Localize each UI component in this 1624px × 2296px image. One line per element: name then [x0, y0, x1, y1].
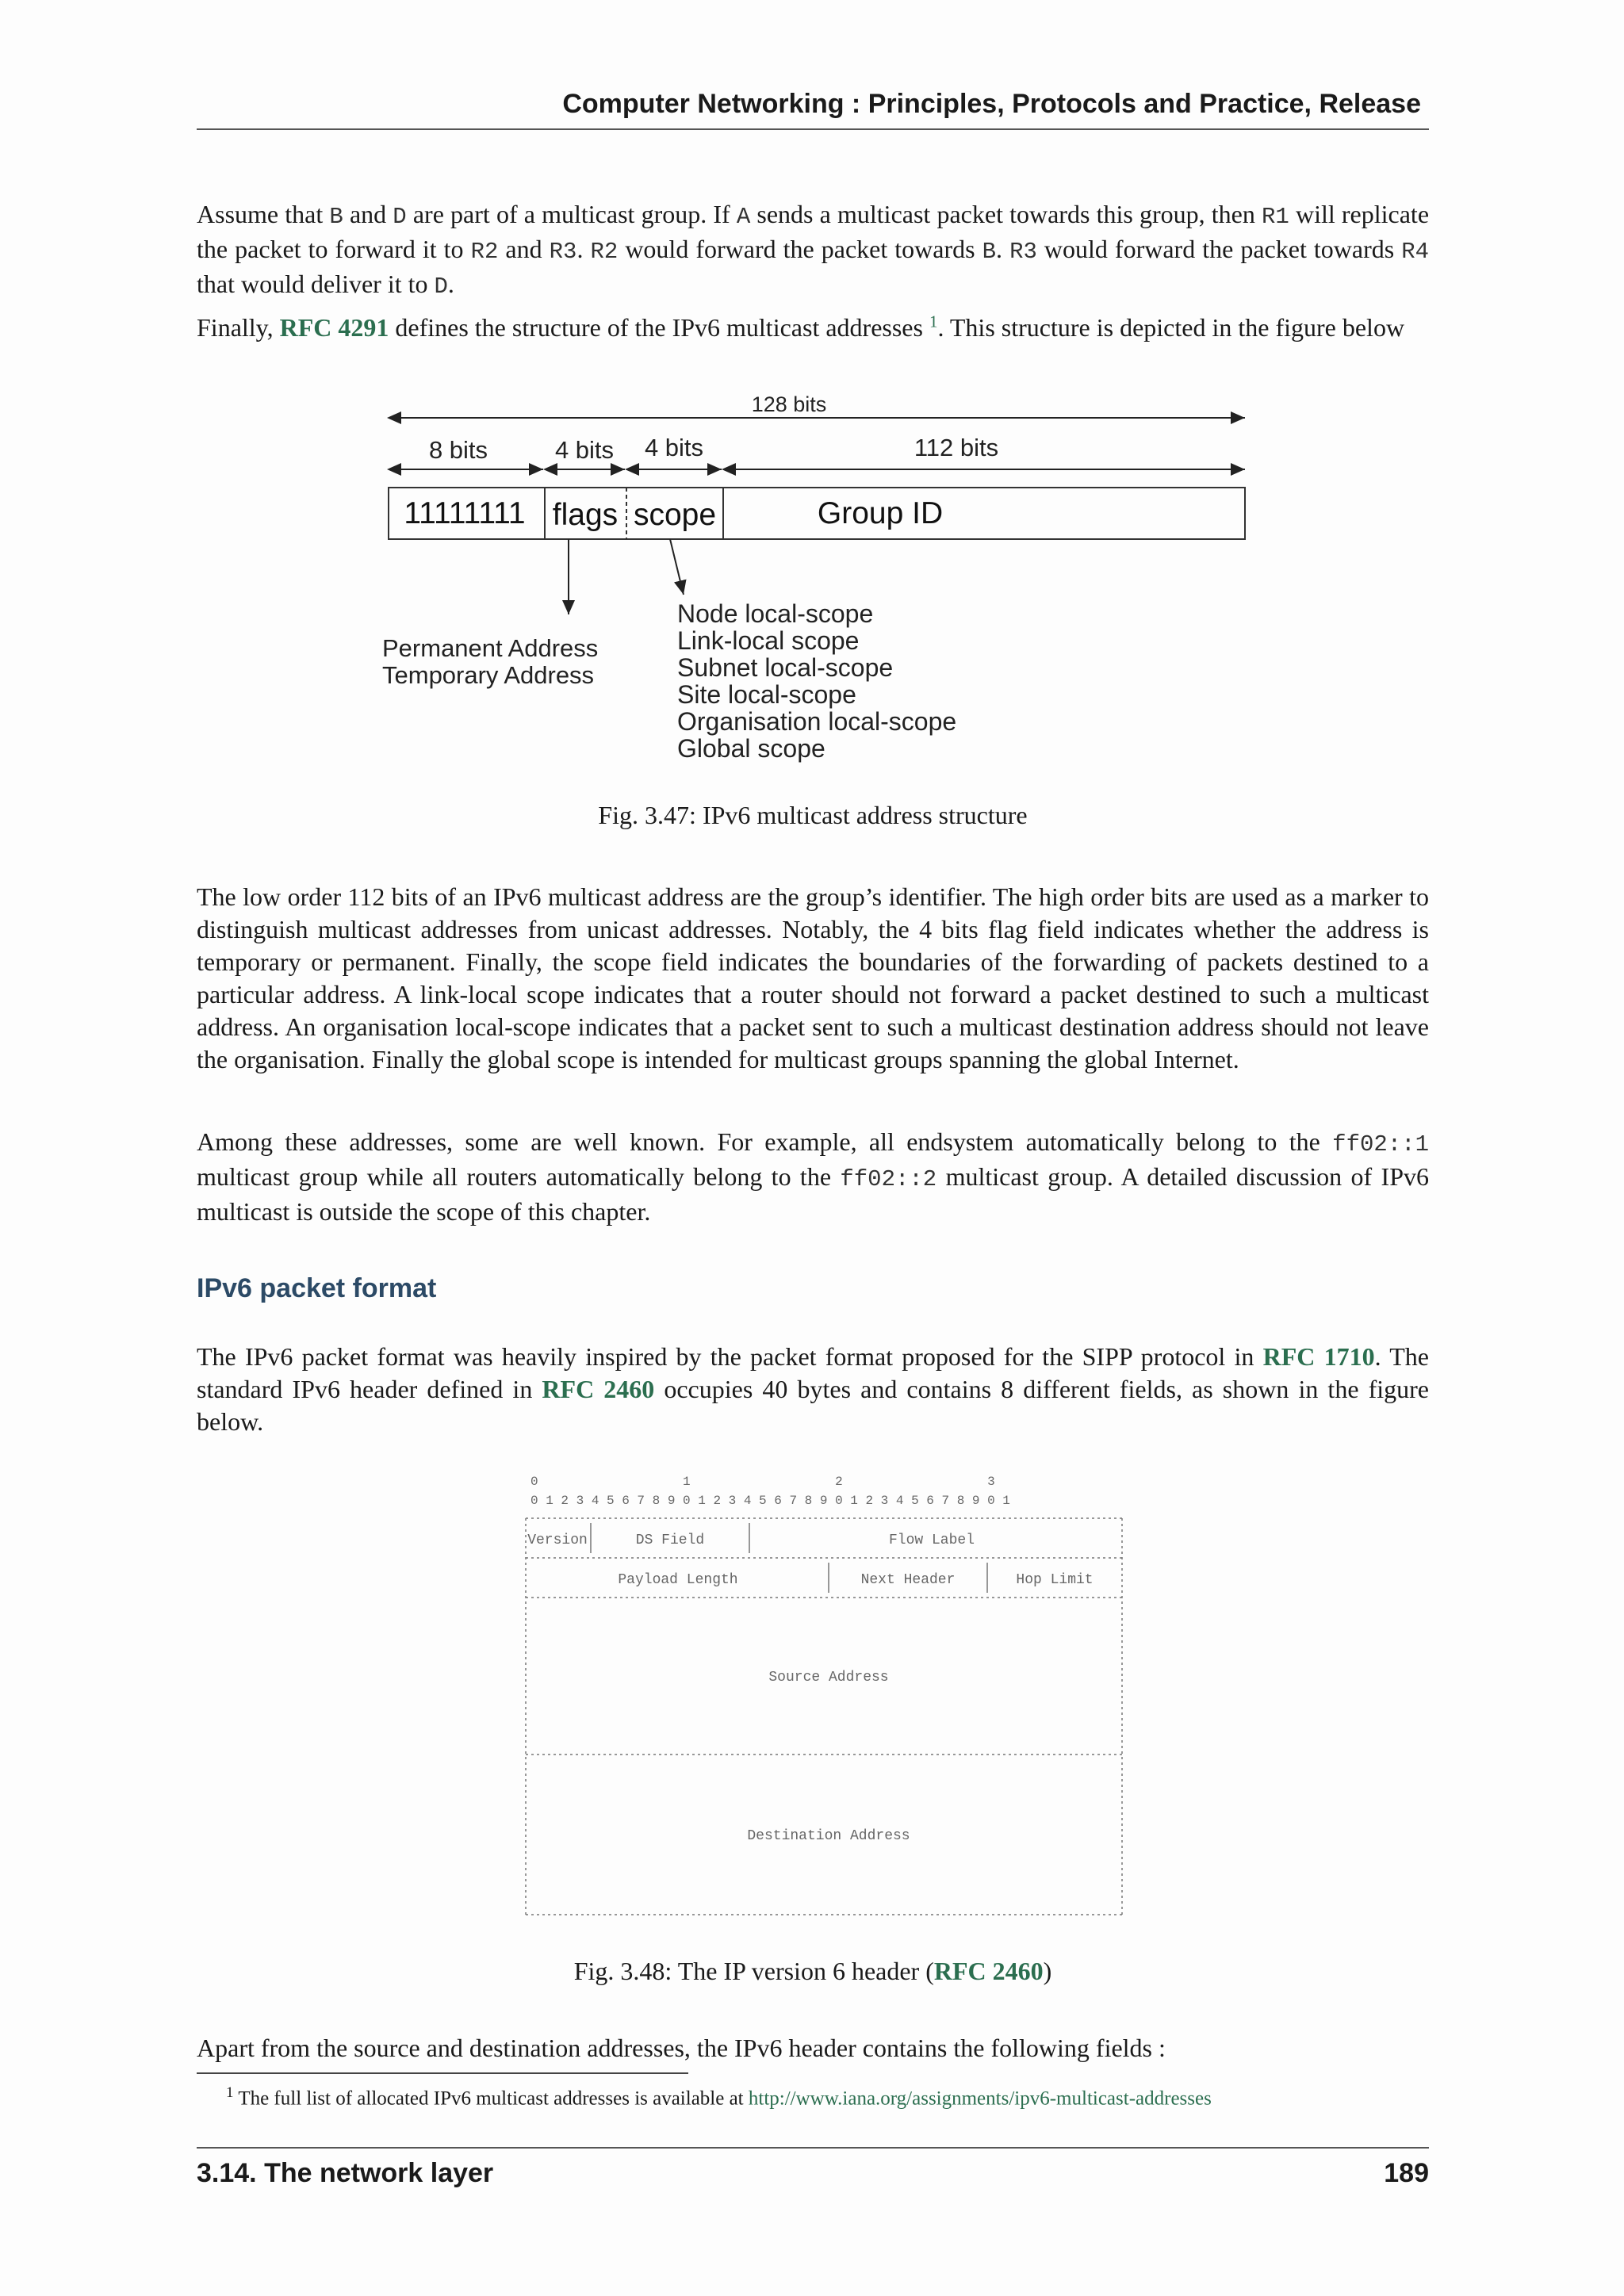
page-number: 189 — [1384, 2158, 1429, 2188]
running-footer — [197, 2147, 1429, 2188]
total-bits-label: 128 bits — [751, 392, 827, 416]
field-payload-length: Payload Length — [618, 1572, 738, 1588]
footnote-mark: 1 — [226, 2084, 234, 2101]
paragraph-fields-intro: Apart from the source and destination addresses, the IPv6 header contains the following fields : — [197, 2034, 1166, 2062]
seg4-bits-label: 112 bits — [914, 434, 999, 461]
paragraph-multicast-example: Assume that B and D are part of a multicast group. If A sends a multicast packet towards this group, then R1 will replicate the packet to forward it to R2 and R3. R2 would forward the packet towards B. R3 would forward the packet towards R4 that would deliver it to D. — [197, 200, 1430, 300]
section-heading: IPv6 packet format — [197, 1273, 437, 1303]
field-hop-limit: Hop Limit — [1016, 1572, 1094, 1588]
running-header — [197, 89, 1429, 130]
paragraph-multicast-fields: The low order 112 bits of an IPv6 multicast address are the group’s identifier. The high order bits are used as a marker to distinguish multicast addresses from unicast addresses. Notably, the 4 bits flag field indicates whether the address is temporary or permanent. Finally, the scope field indicates the boundaries of the forwarding of packets destined to a particular address. A link-local scope indicates that a router should not forward a packet destined to such a multicast address. An organisation local-scope indicates that a packet sent to such a multicast destination address should not leave the organisation. Finally the global scope is intended for multicast groups spanning the global Internet. — [197, 882, 1429, 1073]
multicast-address-diagram — [373, 392, 1261, 773]
scope-arrow — [670, 539, 684, 595]
scope-value: Subnet local-scope — [677, 653, 894, 682]
rfc-2460-caption-link[interactable]: RFC 2460 — [933, 1957, 1044, 1985]
scope-value: Link-local scope — [677, 626, 860, 655]
seg3-bits-label: 4 bits — [644, 434, 704, 461]
flags-value: Permanent Address — [382, 634, 599, 662]
seg1-bits-label: 8 bits — [428, 436, 488, 464]
flags-value: Temporary Address — [382, 661, 595, 689]
paragraph-ipv6-format: The IPv6 packet format was heavily inspired by the packet format proposed for the SIPP protocol in RFC 1710. The standard IPv6 header defined in RFC 2460 occupies 40 bytes and contains 8 different fields, as shown in the figure below. — [197, 1342, 1430, 1436]
footnote-ref[interactable]: 1 — [929, 312, 938, 331]
figure-caption-3-48: Fig. 3.48: The IP version 6 header (RFC 2460) — [573, 1957, 1052, 1985]
scope-value: Node local-scope — [677, 599, 874, 628]
field-destination-address: Destination Address — [747, 1828, 910, 1844]
field-version: Version — [527, 1533, 588, 1548]
scope-value: Organisation local-scope — [677, 707, 957, 736]
footnote: $^1$ The full list of allocated IPv6 multicast addresses is available at http://www.iana.org/assignments/ipv6-multicast-addresses — [226, 2084, 1212, 2110]
field-next-header: Next Header — [860, 1572, 956, 1588]
scope-value: Site local-scope — [677, 680, 856, 709]
field-flow-label: Flow Label — [888, 1533, 975, 1548]
rfc-4291-link[interactable]: RFC 4291 — [279, 313, 389, 342]
iana-link[interactable]: http://www.iana.org/assignments/ipv6-multicast-addresses — [748, 2087, 1212, 2110]
rfc-1710-link[interactable]: RFC 1710 — [1262, 1342, 1375, 1371]
bit-units-row: 0 1 2 3 4 5 6 7 8 9 0 1 2 3 4 5 6 7 8 9 0 1 2 3 4 5 6 7 8 9 0 1 — [530, 1494, 1010, 1508]
paragraph-rfc4291: Finally, RFC 4291 defines the structure of the IPv6 multicast addresses $^1$. This structure is depicted in the figure below — [197, 312, 1405, 342]
ipv6-header-diagram — [519, 1471, 1130, 1931]
field-prefix: 11111111 — [404, 496, 526, 530]
footer-section: 3.14. The network layer — [197, 2158, 494, 2188]
book-title: Computer Networking : Principles, Protocols and Practice, Release — [562, 89, 1421, 119]
footnote-rule — [197, 2072, 688, 2074]
figure-caption-3-47: Fig. 3.47: IPv6 multicast address structure — [598, 801, 1028, 829]
field-flags: flags — [552, 498, 619, 532]
rfc-2460-link[interactable]: RFC 2460 — [542, 1375, 655, 1403]
field-ds: DS Field — [635, 1533, 705, 1548]
field-group-id: Group ID — [817, 496, 944, 530]
field-scope: scope — [633, 498, 717, 532]
seg2-bits-label: 4 bits — [554, 436, 615, 464]
scope-value: Global scope — [677, 734, 825, 763]
field-source-address: Source Address — [768, 1670, 889, 1686]
bit-tens-row: 0 1 2 3 — [530, 1475, 995, 1489]
paragraph-well-known: Among these addresses, some are well known. For example, all endsystem automatically belong to the ff02::1 multicast group while all routers automatically belong to the ff02::2 multicast group. A detailed discussion of IPv6 multicast is outside the scope of this chapter. — [197, 1127, 1429, 1226]
